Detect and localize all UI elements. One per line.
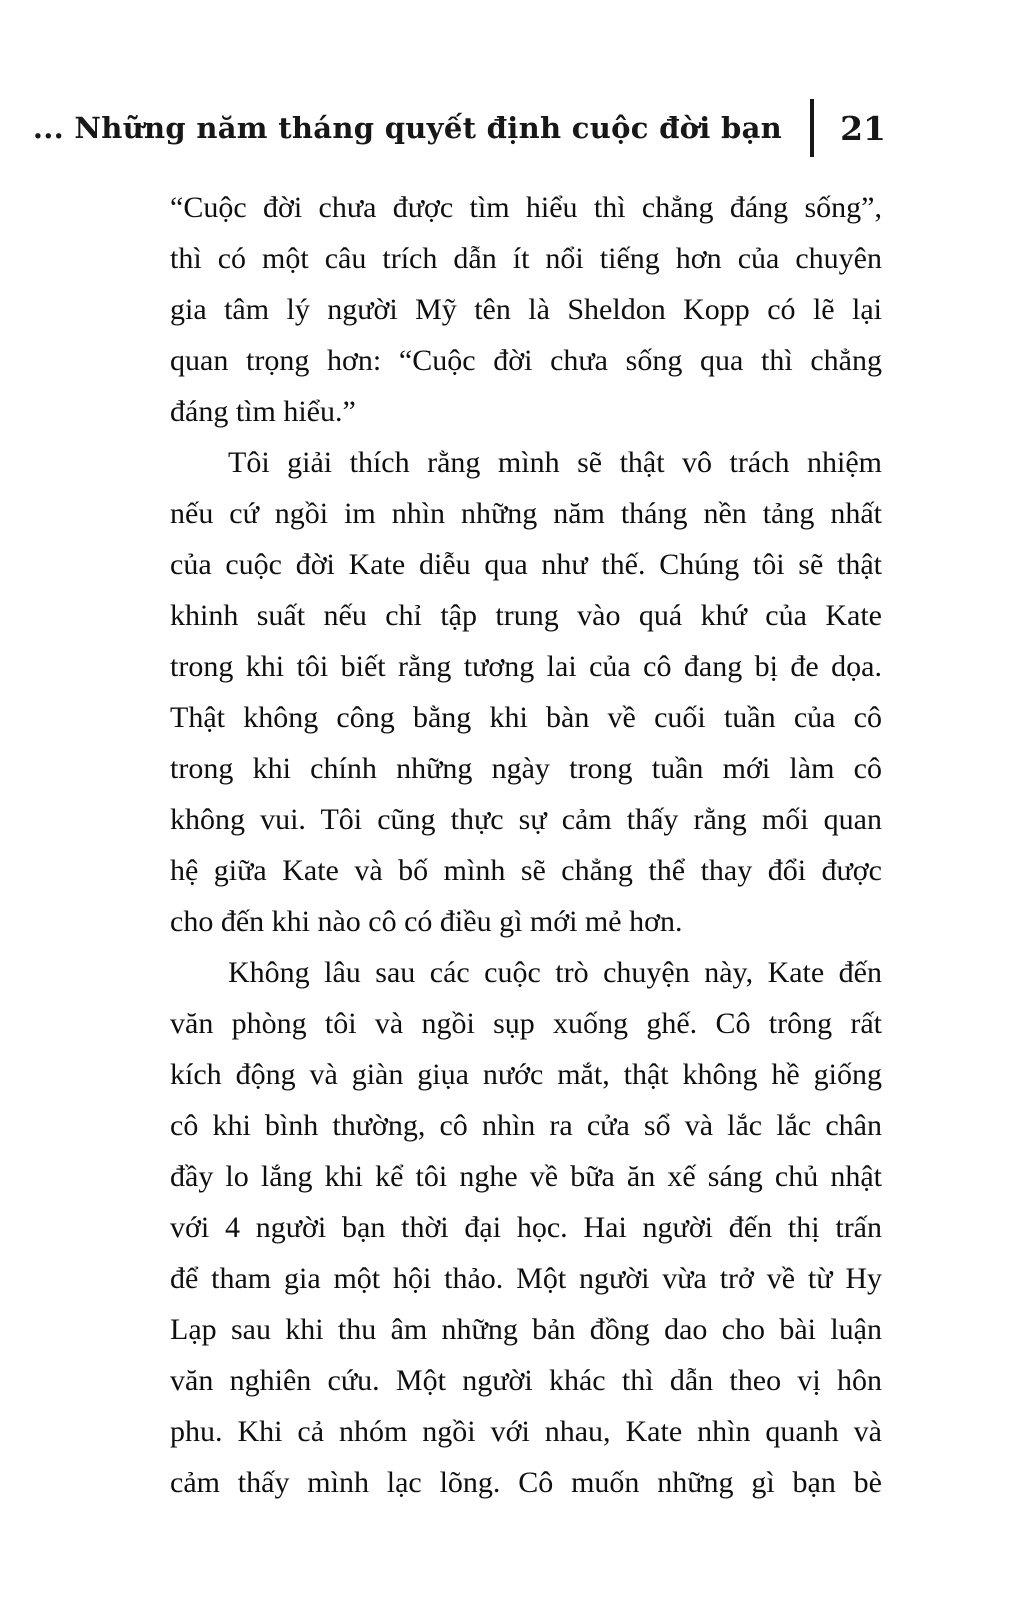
text-line: thì có một câu trích dẫn ít nổi tiếng hơn của chuyên: [170, 242, 882, 275]
text-line: của cuộc đời Kate diễu qua như thế. Chúng tôi sẽ thật: [170, 548, 882, 581]
text-line: kích động và giàn giụa nước mắt, thật không hề giống: [170, 1058, 882, 1091]
text-line: Thật không công bằng khi bàn về cuối tuần của cô: [170, 701, 882, 734]
text-line: văn nghiên cứu. Một người khác thì dẫn theo vị hôn: [170, 1364, 882, 1397]
text-line: đầy lo lắng khi kể tôi nghe về bữa ăn xế sáng chủ nhật: [170, 1160, 882, 1193]
text-line: Không lâu sau các cuộc trò chuyện này, Kate đến: [228, 956, 882, 989]
text-line: cô khi bình thường, cô nhìn ra cửa sổ và lắc lắc chân: [170, 1109, 882, 1142]
body-text: [170, 182, 882, 1508]
text-line: khinh suất nếu chỉ tập trung vào quá khứ của Kate: [170, 599, 882, 632]
text-line: “Cuộc đời chưa được tìm hiểu thì chẳng đáng sống”,: [170, 191, 882, 224]
paragraph: [170, 947, 882, 1508]
text-line: phu. Khi cả nhóm ngồi với nhau, Kate nhìn quanh và: [170, 1415, 882, 1448]
text-line: văn phòng tôi và ngồi sụp xuống ghế. Cô trông rất: [170, 1007, 882, 1040]
page-number: 21: [840, 108, 886, 148]
header-divider: [810, 99, 814, 157]
text-line: Tôi giải thích rằng mình sẽ thật vô trách nhiệm: [228, 446, 882, 479]
text-line: để tham gia một hội thảo. Một người vừa trở về từ Hy: [170, 1262, 882, 1295]
text-line: Lạp sau khi thu âm những bản đồng dao cho bài luận: [170, 1313, 882, 1346]
text-line: trong khi chính những ngày trong tuần mới làm cô: [170, 752, 882, 785]
text-line: gia tâm lý người Mỹ tên là Sheldon Kopp có lẽ lại: [170, 293, 882, 326]
paragraph: [170, 182, 882, 437]
text-line: cảm thấy mình lạc lõng. Cô muốn những gì bạn bè: [170, 1466, 882, 1499]
chapter-title: ... Những năm tháng quyết định cuộc đời bạn: [32, 111, 783, 145]
text-line: trong khi tôi biết rằng tương lai của cô đang bị đe dọa.: [170, 650, 882, 683]
paragraph: [170, 437, 882, 947]
text-line: cho đến khi nào cô có điều gì mới mẻ hơn.: [170, 905, 683, 938]
text-line: đáng tìm hiểu.”: [170, 395, 356, 428]
text-line: nếu cứ ngồi im nhìn những năm tháng nền tảng nhất: [170, 497, 882, 530]
text-line: quan trọng hơn: “Cuộc đời chưa sống qua thì chẳng: [170, 344, 882, 377]
text-line: không vui. Tôi cũng thực sự cảm thấy rằng mối quan: [170, 803, 882, 836]
text-line: hệ giữa Kate và bố mình sẽ chẳng thể thay đổi được: [170, 854, 882, 887]
text-line: với 4 người bạn thời đại học. Hai người đến thị trấn: [170, 1211, 882, 1244]
running-header: [0, 96, 886, 160]
